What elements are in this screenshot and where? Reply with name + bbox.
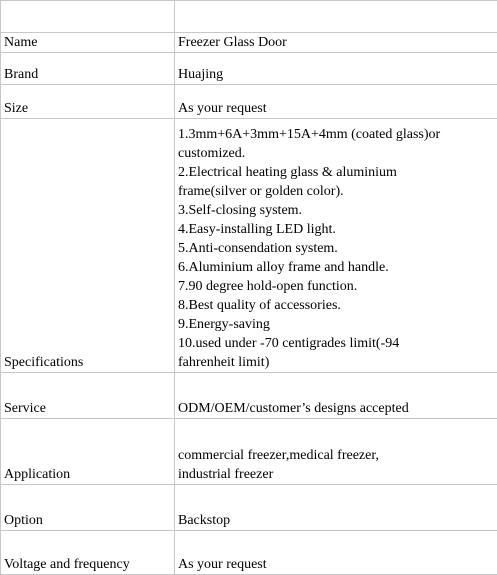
spec-value-cell (175, 85, 497, 119)
spec-label-cell (1, 119, 175, 373)
spec-label-cell (1, 1, 175, 33)
spec-line: 1.3mm+6A+3mm+15A+4mm (coated glass)or (178, 125, 497, 144)
spec-line: customized. (178, 144, 497, 163)
spec-label-cell (1, 373, 175, 419)
spec-label-cell (1, 53, 175, 85)
spec-label-cell (1, 85, 175, 119)
table-row (1, 419, 497, 485)
spec-label: Specifications (4, 355, 83, 370)
spec-line: 2.Electrical heating glass & aluminium (178, 163, 497, 182)
spec-label: Voltage and frequency (4, 557, 130, 572)
spec-value-cell (175, 373, 497, 419)
spec-line: 3.Self-closing system. (178, 201, 497, 220)
spec-value-cell (175, 33, 497, 53)
table-row (1, 531, 497, 575)
spec-value-cell (175, 119, 497, 373)
spec-label-cell (1, 531, 175, 575)
spec-value-cell (175, 531, 497, 575)
spec-label: Name (4, 35, 37, 50)
table-row (1, 85, 497, 119)
spec-value: ODM/OEM/customer’s designs accepted (178, 401, 409, 416)
spec-value-cell (175, 419, 497, 485)
spec-line: fahrenheit limit) (178, 353, 497, 372)
table-row (1, 485, 497, 531)
spec-line: 8.Best quality of accessories. (178, 296, 497, 315)
spec-line: frame(silver or golden color). (178, 182, 497, 201)
spec-label: Size (4, 101, 28, 116)
spec-value: As your request (178, 101, 267, 116)
spec-line: 6.Aluminium alloy frame and handle. (178, 258, 497, 277)
spec-label: Option (4, 513, 43, 528)
spec-value-cell (175, 485, 497, 531)
spec-label-cell (1, 485, 175, 531)
spec-line: 4.Easy-installing LED light. (178, 220, 497, 239)
spec-value-cell (175, 1, 497, 33)
table-row (1, 373, 497, 419)
spec-label: Brand (4, 67, 38, 82)
spec-value: Huajing (178, 67, 223, 82)
spec-label-cell (1, 419, 175, 485)
spec-line: commercial freezer,medical freezer, (178, 446, 497, 465)
spec-label: Application (4, 467, 70, 482)
spec-line: 9.Energy-saving (178, 315, 497, 334)
spec-value-cell (175, 53, 497, 85)
spec-line: 5.Anti-consendation system. (178, 239, 497, 258)
spec-line: 10.used under -70 centigrades limit(-94 (178, 334, 497, 353)
spec-line: 7.90 degree hold-open function. (178, 277, 497, 296)
spec-value: Freezer Glass Door (178, 35, 287, 50)
table-row (1, 33, 497, 53)
spec-label-cell (1, 33, 175, 53)
spec-line: industrial freezer (178, 465, 497, 484)
table-row (1, 119, 497, 373)
spec-value: As your request (178, 557, 267, 572)
table-row (1, 53, 497, 85)
spec-value: Backstop (178, 513, 230, 528)
table-row (1, 1, 497, 33)
spec-label: Service (4, 401, 46, 416)
